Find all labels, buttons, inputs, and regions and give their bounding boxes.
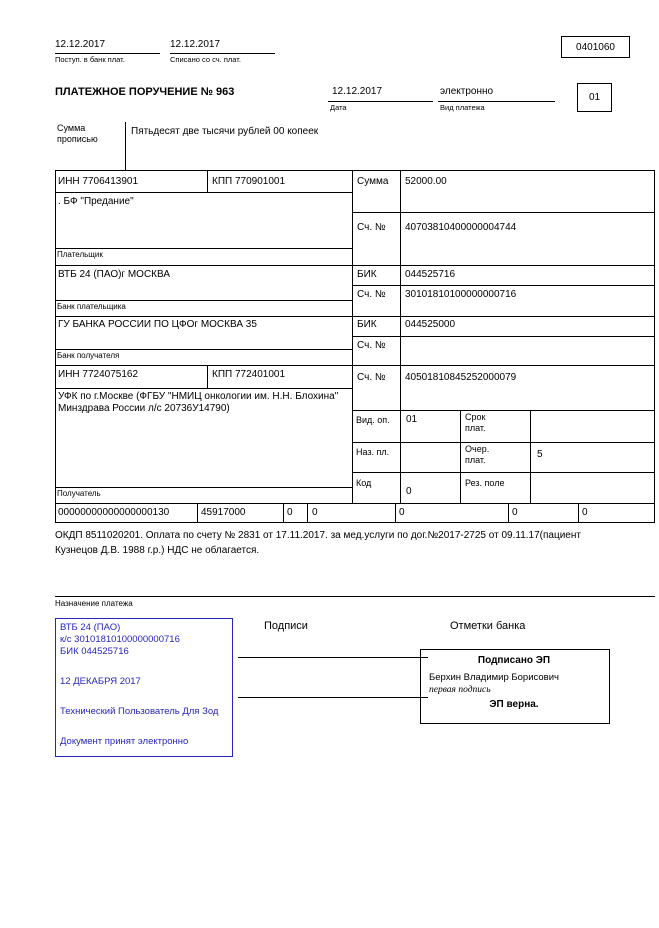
kod-value: 0: [406, 486, 412, 497]
amount-words-label-2: прописью: [57, 134, 98, 144]
debited-date-label: Списано со сч. плат.: [170, 55, 241, 64]
code-row-cell: 0: [399, 507, 405, 518]
srok-plat-label: Срок плат.: [465, 412, 486, 433]
ep-title: Подписано ЭП: [477, 655, 551, 666]
document-title: ПЛАТЕЖНОЕ ПОРУЧЕНИЕ № 963: [55, 86, 235, 98]
payment-kind: электронно: [440, 86, 494, 97]
stamp-operator: Технический Пользователь Для Зод: [60, 706, 219, 717]
code-row-cell: 00000000000000000130: [58, 507, 170, 518]
grid-line: [352, 410, 655, 411]
payer-status-box: [577, 83, 612, 112]
grid-line: [55, 170, 655, 171]
ep-signer-name: Берхин Владимир Борисович: [429, 672, 559, 683]
code-row-cell: 0: [312, 507, 318, 518]
grid-line: [654, 170, 655, 522]
grid-line: [352, 336, 655, 337]
receiver-bank-bik-value: 044525000: [405, 319, 456, 330]
stamp-corr-account: к/с 30101810100000000716: [60, 634, 180, 645]
grid-line: [395, 503, 396, 522]
payment-purpose-label: Назначение платежа: [55, 599, 133, 608]
form-code: 0401060: [576, 41, 615, 53]
payment-purpose-text: ОКДП 8511020201. Оплата по счету № 2831 от 17.11.2017. за мед.услуги по дог.№2017-2725 от 09.11.17(пациент Кузнецов Д.В. 1988 г.р.) НДС не облагается.: [55, 530, 581, 556]
stamp-bank-name: ВТБ 24 (ПАО): [60, 622, 121, 633]
payer-bank-bik-value: 044525716: [405, 269, 456, 280]
payer-section-label: Плательщик: [57, 250, 103, 259]
payer-bank-account-label: Сч. №: [357, 289, 386, 300]
grid-line: [352, 170, 353, 503]
sum-value: 52000.00: [405, 176, 447, 187]
bank-stamp: [55, 618, 233, 757]
signatures-heading: Подписи: [264, 620, 308, 632]
payer-inn: ИНН 7706413901: [58, 176, 139, 187]
date-underline: [328, 101, 433, 102]
grid-line: [55, 192, 352, 193]
ocher-plat-value: 5: [537, 449, 543, 460]
grid-line: [508, 503, 509, 522]
grid-line: [55, 596, 655, 597]
grid-line: [400, 170, 401, 503]
code-row-cell: 45917000: [201, 507, 246, 518]
payer-bank-section-label: Банк плательщика: [57, 302, 126, 311]
ep-signature-type: первая подпись: [429, 685, 491, 695]
kod-label: Код: [356, 478, 372, 488]
code-row-cell: 0: [287, 507, 293, 518]
receiver-bank-account-label: Сч. №: [357, 340, 386, 351]
electronic-signature-box: [420, 649, 610, 724]
payer-name: . БФ "Предание": [58, 196, 134, 207]
amount-words-label-1: Сумма: [57, 123, 86, 133]
grid-line: [578, 503, 579, 522]
receiver-kpp: КПП 772401001: [212, 369, 286, 380]
receiver-account-value: 40501810845252000079: [405, 372, 517, 383]
code-row-cell: 0: [512, 507, 518, 518]
receiver-bank-section-label: Банк получателя: [57, 351, 120, 360]
grid-line: [55, 248, 352, 249]
grid-line: [55, 170, 56, 522]
receiver-section-label: Получатель: [57, 489, 101, 498]
received-date-label: Поступ. в банк плат.: [55, 55, 125, 64]
stamp-date: 12 ДЕКАБРЯ 2017: [60, 676, 141, 687]
payer-status-code: 01: [588, 92, 601, 103]
grid-line: [55, 487, 352, 488]
receiver-name: УФК по г.Москве (ФГБУ "НМИЦ онкологии им. Н.Н. Блохина" Минздрава России л/с 20736У14790): [58, 391, 339, 414]
grid-line: [55, 300, 352, 301]
naz-pl-label: Наз. пл.: [356, 447, 390, 457]
signature-line: [238, 697, 428, 698]
bank-marks-heading: Отметки банка: [450, 620, 526, 632]
receiver-account-label: Сч. №: [357, 372, 386, 383]
ocher-plat-label: Очер. плат.: [465, 444, 490, 465]
grid-line: [207, 170, 208, 192]
grid-line: [352, 285, 655, 286]
signature-line: [238, 657, 428, 658]
stamp-bik: БИК 044525716: [60, 646, 129, 657]
grid-line: [55, 265, 655, 266]
grid-line: [530, 410, 531, 503]
grid-line: [283, 503, 284, 522]
form-code-box: [561, 36, 630, 58]
payer-bank-bik-label: БИК: [357, 269, 377, 280]
grid-line: [352, 442, 655, 443]
grid-line: [352, 212, 655, 213]
amount-in-words: Пятьдесят две тысячи рублей 00 копеек: [131, 126, 319, 137]
payer-bank-name: ВТБ 24 (ПАО)г МОСКВА: [58, 269, 171, 280]
debited-date-underline: [170, 53, 275, 54]
payer-account-label: Сч. №: [357, 222, 386, 233]
vid-op-value: 01: [406, 414, 418, 425]
grid-line: [55, 522, 655, 523]
receiver-bank-name: ГУ БАНКА РОССИИ ПО ЦФОг МОСКВА 35: [58, 319, 257, 330]
receiver-inn: ИНН 7724075162: [58, 369, 139, 380]
ep-verified-note: ЭП верна.: [489, 699, 539, 710]
document-date: 12.12.2017: [332, 86, 383, 97]
received-date-underline: [55, 53, 160, 54]
grid-line: [55, 365, 655, 366]
debited-date: 12.12.2017: [170, 39, 221, 50]
stamp-accepted-note: Документ принят электронно: [60, 736, 189, 747]
grid-line: [352, 472, 655, 473]
grid-line: [125, 122, 126, 170]
received-date: 12.12.2017: [55, 39, 106, 50]
sum-label: Сумма: [357, 176, 389, 187]
grid-line: [307, 503, 308, 522]
payer-bank-account-value: 30101810100000000716: [405, 289, 517, 300]
code-row-cell: 0: [582, 507, 588, 518]
payer-kpp: КПП 770901001: [212, 176, 286, 187]
grid-line: [207, 365, 208, 388]
payer-account-value: 40703810400000004744: [405, 222, 517, 233]
kind-label: Вид платежа: [440, 103, 485, 112]
kind-underline: [438, 101, 555, 102]
grid-line: [197, 503, 198, 522]
rez-pole-label: Рез. поле: [465, 478, 505, 488]
grid-line: [460, 410, 461, 503]
grid-line: [55, 349, 352, 350]
vid-op-label: Вид. оп.: [356, 415, 390, 425]
grid-line: [55, 388, 352, 389]
date-label: Дата: [330, 103, 347, 112]
grid-line: [55, 316, 655, 317]
receiver-bank-bik-label: БИК: [357, 319, 377, 330]
